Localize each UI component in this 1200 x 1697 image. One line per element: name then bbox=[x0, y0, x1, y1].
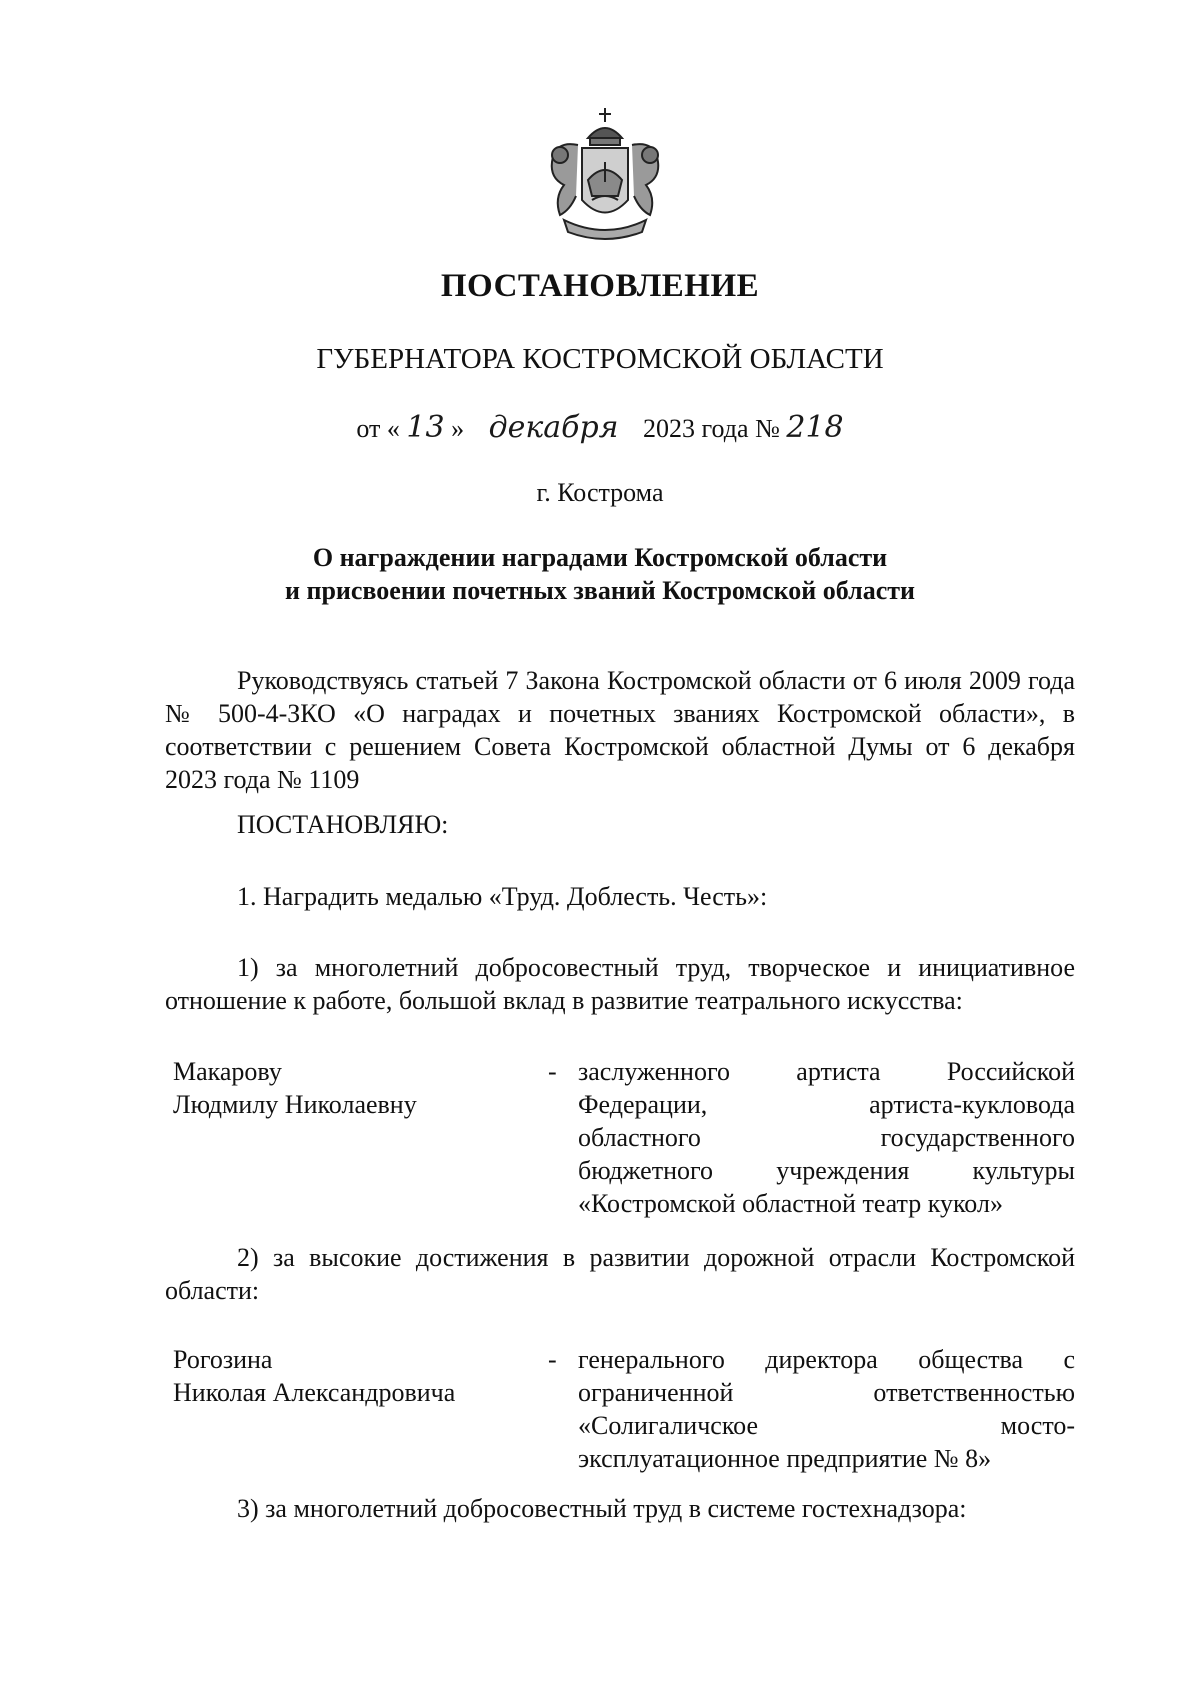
date-prefix: от « bbox=[356, 414, 400, 443]
date-year: 2023 года № bbox=[643, 414, 780, 443]
document-number: 218 bbox=[786, 410, 844, 445]
awardee-1-desc-line: областного государственного bbox=[578, 1123, 1075, 1152]
document-heading bbox=[0, 541, 1200, 607]
awardee-1-desc-line: заслуженного артиста Российской bbox=[578, 1057, 1075, 1086]
awardee-1-given-names: Людмилу Николаевну bbox=[173, 1090, 417, 1119]
awardee-2-description bbox=[578, 1343, 1075, 1475]
item-1: 1. Наградить медалью «Труд. Доблесть. Честь»: bbox=[237, 882, 768, 911]
city: г. Кострома bbox=[536, 478, 664, 507]
heading-line-1: О награждении наградами Костромской области bbox=[312, 543, 888, 572]
awardee-2-given-names: Николая Александровича bbox=[173, 1378, 456, 1407]
date-line bbox=[0, 410, 1200, 445]
subitem-2-text: 2) за высокие достижения в развитии дорожной отрасли Костромской области: bbox=[165, 1243, 1075, 1305]
preamble-paragraph: Руководствуясь статьей 7 Закона Костромской области от 6 июля 2009 года № 500-4-ЗКО «О наградах и почетных званиях Костромской области», в соответствии с решением Совета Костромской областной Думы от 6 декабря 2023 года № 1109 bbox=[165, 666, 1075, 794]
date-close: » bbox=[451, 414, 465, 443]
heading-line-2: и присвоении почетных званий Костромской области bbox=[284, 576, 916, 605]
awardee-2-surname: Рогозина bbox=[173, 1345, 273, 1374]
awardee-1-description bbox=[578, 1055, 1075, 1220]
awardee-1-desc-line: «Костромской областной театр кукол» bbox=[578, 1189, 1003, 1218]
awardee-1-desc-line: бюджетного учреждения культуры bbox=[578, 1156, 1075, 1185]
subitem-1-text: 1) за многолетний добросовестный труд, творческое и инициативное отношение к работе, большой вклад в развитие театрального искусства: bbox=[165, 953, 1075, 1015]
subitem-3-text: 3) за многолетний добросовестный труд в системе гостехнадзора: bbox=[237, 1494, 967, 1523]
date-day: 13 bbox=[406, 410, 445, 445]
awardee-1-dash: - bbox=[548, 1057, 557, 1086]
awardee-2-desc-line: генерального директора общества с bbox=[578, 1345, 1075, 1374]
awardee-2-desc-line: эксплуатационное предприятие № 8» bbox=[578, 1444, 992, 1473]
awardee-1-desc-line: Федерации, артиста-кукловода bbox=[578, 1090, 1075, 1119]
awardee-1-surname: Макарову bbox=[173, 1057, 282, 1086]
awardee-2-desc-line: «Солигаличское мосто- bbox=[578, 1411, 1075, 1440]
decree-word: ПОСТАНОВЛЯЮ: bbox=[237, 810, 449, 839]
awardee-1-name bbox=[173, 1055, 533, 1121]
coat-of-arms-icon bbox=[530, 100, 680, 250]
date-month: декабря bbox=[488, 410, 619, 445]
awardee-2-desc-line: ограниченной ответственностью bbox=[578, 1378, 1075, 1407]
document-title: ПОСТАНОВЛЕНИЕ bbox=[440, 268, 760, 304]
awardee-2-name bbox=[173, 1343, 533, 1409]
coat-of-arms-emblem bbox=[530, 100, 680, 250]
document-subtitle: ГУБЕРНАТОРА КОСТРОМСКОЙ ОБЛАСТИ bbox=[316, 343, 884, 375]
awardee-2-dash: - bbox=[548, 1345, 557, 1374]
